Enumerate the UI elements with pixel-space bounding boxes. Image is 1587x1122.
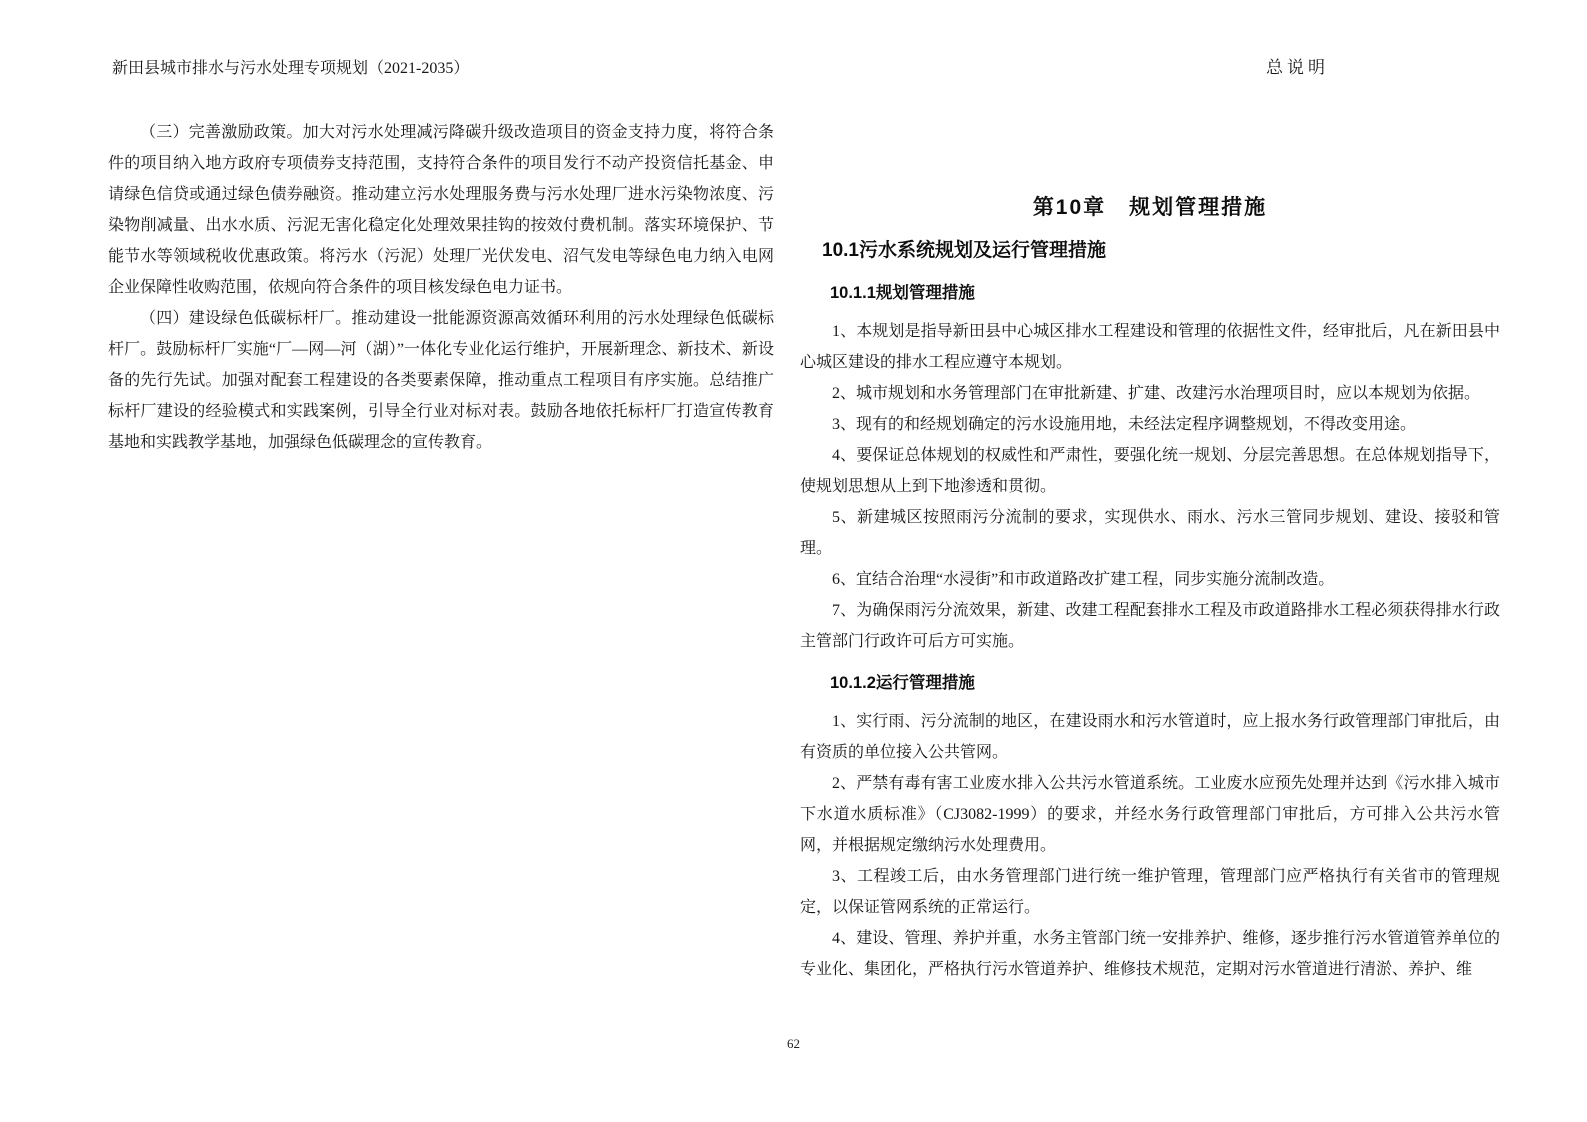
- page-number: 62: [787, 1036, 800, 1051]
- chapter-title: 第10章 规划管理措施: [1032, 196, 1268, 219]
- subsection-2-item-2: 2、严禁有毒有害工业废水排入公共污水管道系统。工业废水应预先处理并达到《污水排入城市下水道水质标准》（CJ3082-1999）的要求，并经水务行政管理部门审批后，方可排入公共污水管网，并根据规定缴纳污水处理费用。: [800, 775, 1500, 854]
- subsection-1-item-4: 4、要保证总体规划的权威性和严肃性，要强化统一规划、分层完善思想。在总体规划指导下，使规划思想从上到下地渗透和贯彻。: [800, 447, 1500, 495]
- header-left-title: 新田县城市排水与污水处理专项规划（2021-2035）: [112, 60, 470, 77]
- subsection-2-title: 10.1.2运行管理措施: [830, 674, 975, 692]
- subsection-1-title: 10.1.1规划管理措施: [830, 284, 975, 302]
- section-title: 10.1污水系统规划及运行管理措施: [822, 240, 1106, 261]
- subsection-1-item-1: 1、本规划是指导新田县中心城区排水工程建设和管理的依据性文件，经审批后，凡在新田县中心城区建设的排水工程应遵守本规划。: [800, 323, 1500, 371]
- header-right-title: 总说明: [1266, 58, 1329, 77]
- subsection-2-item-3: 3、工程竣工后，由水务管理部门进行统一维护管理，管理部门应严格执行有关省市的管理规定，以保证管网系统的正常运行。: [800, 868, 1500, 916]
- subsection-2-item-1: 1、实行雨、污分流制的地区，在建设雨水和污水管道时，应上报水务行政管理部门审批后，由有资质的单位接入公共管网。: [800, 713, 1500, 761]
- subsection-1-item-7: 7、为确保雨污分流效果，新建、改建工程配套排水工程及市政道路排水工程必须获得排水行政主管部门行政许可后方可实施。: [800, 602, 1500, 650]
- subsection-1-item-6: 6、宜结合治理“水浸街”和市政道路改扩建工程，同步实施分流制改造。: [832, 571, 1335, 588]
- paragraph-item-4: （四）建设绿色低碳标杆厂。推动建设一批能源资源高效循环利用的污水处理绿色低碳标杆厂。鼓励标杆厂实施“厂—网—河（湖）”一体化专业化运行维护，开展新理念、新技术、新设备的先行先试。加强对配套工程建设的各类要素保障，推动重点工程项目有序实施。总结推广标杆厂建设的经验模式和实践案例，引导全行业对标对表。鼓励各地依托标杆厂打造宣传教育基地和实践教学基地，加强绿色低碳理念的宣传教育。: [108, 310, 774, 451]
- subsection-1-item-3: 3、现有的和经规划确定的污水设施用地，未经法定程序调整规划，不得改变用途。: [832, 416, 1417, 433]
- right-column: [800, 193, 1500, 985]
- subsection-1-item-2: 2、城市规划和水务管理部门在审批新建、扩建、改建污水治理项目时，应以本规划为依据。: [832, 385, 1481, 402]
- paragraph-item-3: （三）完善激励政策。加大对污水处理减污降碳升级改造项目的资金支持力度，将符合条件的项目纳入地方政府专项债券支持范围，支持符合条件的项目发行不动产投资信托基金、申请绿色信贷或通过绿色债券融资。推动建立污水处理服务费与污水处理厂进水污染物浓度、污染物削减量、出水水质、污泥无害化稳定化处理效果挂钩的按效付费机制。落实环境保护、节能节水等领域税收优惠政策。将污水（污泥）处理厂光伏发电、沼气发电等绿色电力纳入电网企业保障性收购范围，依规向符合条件的项目核发绿色电力证书。: [108, 124, 774, 296]
- subsection-1-item-5: 5、新建城区按照雨污分流制的要求，实现供水、雨水、污水三管同步规划、建设、接驳和管理。: [800, 509, 1500, 557]
- left-column: [108, 117, 774, 458]
- subsection-2-item-4: 4、建设、管理、养护并重，水务主管部门统一安排养护、维修，逐步推行污水管道管养单位的专业化、集团化，严格执行污水管道养护、维修技术规范，定期对污水管道进行清淤、养护、维: [800, 930, 1500, 978]
